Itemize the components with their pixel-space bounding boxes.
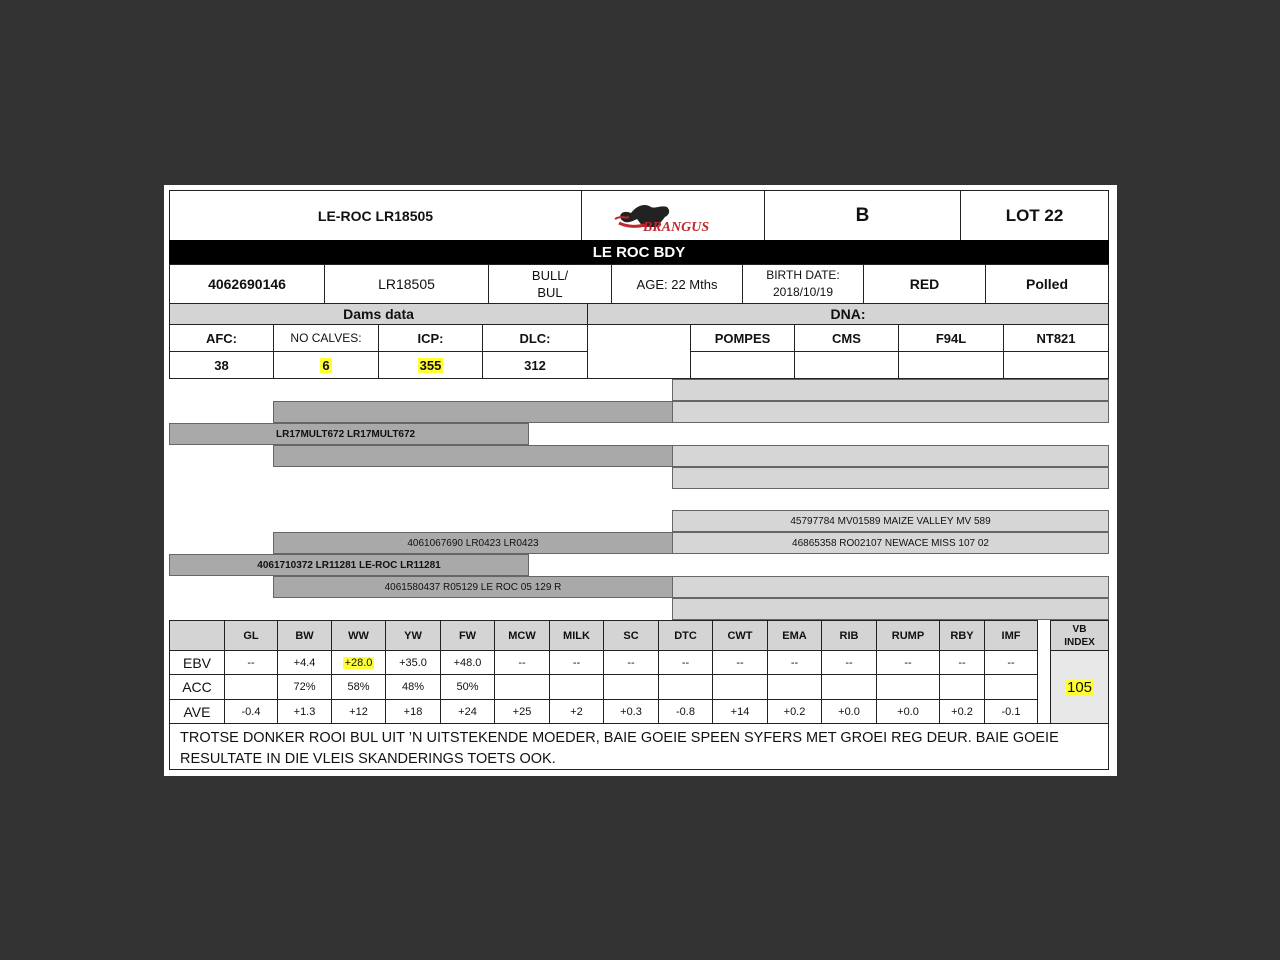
ebv-value: -- <box>1007 656 1015 669</box>
no-calves-highlight: 6 <box>322 357 330 373</box>
ebv-value: +35.0 <box>399 656 427 669</box>
pedigree-dam: 4061710372 LR11281 LE-ROC LR11281 <box>169 554 529 576</box>
pedigree-sds <box>672 445 1109 467</box>
ebv-value: 50% <box>456 681 479 693</box>
ebv-cell-ebv-mcw <box>494 650 550 675</box>
ebv-row-label-ave: AVE <box>169 699 225 724</box>
dams-header-icp: ICP: <box>378 324 483 352</box>
ebv-cell-ebv-fw <box>440 650 495 675</box>
dams-value-dlc: 312 <box>482 351 588 379</box>
vb-index-label-1: VB <box>1072 623 1087 635</box>
pedigree-dam-sire: 4061067690 LR0423 LR0423 <box>273 532 673 554</box>
dna-value-nt821 <box>1003 351 1109 379</box>
age: AGE: 22 Mths <box>611 264 743 304</box>
pedigree-sdd <box>672 467 1109 489</box>
ebv-cell-ebv-ema <box>767 650 822 675</box>
pedigree-dam-dam: 4061580437 R05129 LE ROC 05 129 R <box>273 576 673 598</box>
pedigree-dam-dam-sire <box>672 576 1109 598</box>
dna-header-f94l: F94L <box>898 324 1004 352</box>
ebv-value: -0.8 <box>676 705 695 718</box>
dna-value-pompes <box>690 351 795 379</box>
grade: B <box>764 190 961 241</box>
dna-header-cms: CMS <box>794 324 899 352</box>
ebv-cell-ave-rump <box>876 699 940 724</box>
dna-blank <box>587 324 691 379</box>
ebv-cell-acc-bw <box>277 674 332 700</box>
ebv-cell-acc-rump <box>876 674 940 700</box>
ebv-cell-ebv-rib <box>821 650 877 675</box>
birth-date-value: 2018/10/19 <box>772 285 834 299</box>
bull-head-icon <box>613 197 733 235</box>
dams-value-icp <box>378 351 483 379</box>
ebv-cell-acc-mcw <box>494 674 550 700</box>
ebv-col-ww: WW <box>331 620 386 651</box>
ebv-cell-ebv-dtc <box>658 650 713 675</box>
ebv-cell-acc-sc <box>603 674 659 700</box>
ebv-value: -0.4 <box>241 705 261 718</box>
ebv-cell-ebv-rby <box>939 650 985 675</box>
ebv-value: +0.0 <box>838 705 860 718</box>
ebv-row-label-ebv: EBV <box>169 650 225 675</box>
ebv-cell-acc-yw <box>385 674 441 700</box>
animal-code: LR18505 <box>324 264 489 304</box>
ebv-value: 72% <box>293 681 316 693</box>
dams-header-dlc: DLC: <box>482 324 588 352</box>
ebv-corner <box>169 620 225 651</box>
ebv-col-sc: SC <box>603 620 659 651</box>
ebv-value: 58% <box>347 681 370 693</box>
birth-date <box>742 264 864 304</box>
ebv-cell-ebv-sc <box>603 650 659 675</box>
brangus-logo <box>581 190 765 241</box>
ebv-cell-acc-fw <box>440 674 495 700</box>
sex-line-1: BULL/ <box>531 268 569 283</box>
sale-card <box>164 185 1117 776</box>
dna-value-f94l <box>898 351 1004 379</box>
ebv-value: -- <box>958 656 966 669</box>
sex-line-2: BUL <box>537 285 563 300</box>
ebv-cell-ave-rib <box>821 699 877 724</box>
dams-value-no-calves <box>273 351 379 379</box>
ebv-cell-acc-rby <box>939 674 985 700</box>
animal-id: 4062690146 <box>169 264 325 304</box>
coat-color: RED <box>863 264 986 304</box>
ebv-cell-ave-imf <box>984 699 1038 724</box>
ebv-col-rump: RUMP <box>876 620 940 651</box>
ebv-cell-ave-dtc <box>658 699 713 724</box>
comment-box: TROTSE DONKER ROOI BUL UIT ’N UITSTEKENDE MOEDER, BAIE GOEIE SPEEN SYFERS MET GROEI REG DEUR. BAIE GOEIE RESULTATE IN DIE VLEIS SKANDERINGS TOETS OOK. <box>169 723 1109 770</box>
ebv-col-gl: GL <box>224 620 278 651</box>
ebv-value: -- <box>736 656 744 669</box>
birth-date-label: BIRTH DATE: <box>766 268 840 282</box>
ebv-cell-ave-rby <box>939 699 985 724</box>
ebv-value: +28.0 <box>344 656 373 669</box>
ebv-value: +48.0 <box>453 656 482 669</box>
pedigree-ss <box>273 401 673 423</box>
ebv-cell-ave-gl <box>224 699 278 724</box>
ebv-value: -- <box>790 656 799 669</box>
ebv-cell-ave-ww <box>331 699 386 724</box>
ebv-cell-acc-ema <box>767 674 822 700</box>
ebv-cell-acc-gl <box>224 674 278 700</box>
animal-name: LE-ROC LR18505 <box>169 190 582 241</box>
ebv-col-rby: RBY <box>939 620 985 651</box>
title-bar: LE ROC BDY <box>169 240 1109 264</box>
ebv-value: -- <box>904 656 912 669</box>
dna-header-nt821: NT821 <box>1003 324 1109 352</box>
dna-title: DNA: <box>587 303 1109 325</box>
ebv-cell-ave-yw <box>385 699 441 724</box>
ebv-value: +0.0 <box>897 705 919 718</box>
ebv-col-milk: MILK <box>549 620 604 651</box>
ebv-value: +0.2 <box>783 705 806 718</box>
dna-header-pompes: POMPES <box>690 324 795 352</box>
pedigree-dam-sire-dam: 46865358 RO02107 NEWACE MISS 107 02 <box>672 532 1109 554</box>
ebv-value: -- <box>627 656 635 669</box>
ebv-cell-ave-milk <box>549 699 604 724</box>
ebv-value: -- <box>572 656 581 669</box>
pedigree-sss <box>672 379 1109 401</box>
ebv-col-bw: BW <box>277 620 332 651</box>
dams-header-afc: AFC: <box>169 324 274 352</box>
ebv-value: -0.1 <box>1001 705 1021 718</box>
ebv-cell-acc-ww <box>331 674 386 700</box>
ebv-cell-ebv-cwt <box>712 650 768 675</box>
ebv-cell-acc-imf <box>984 674 1038 700</box>
icp-highlight: 355 <box>419 357 442 373</box>
ebv-cell-ave-bw <box>277 699 332 724</box>
ebv-cell-ebv-bw <box>277 650 332 675</box>
ebv-col-dtc: DTC <box>658 620 713 651</box>
ebv-value: +14 <box>730 705 750 718</box>
ebv-value: +18 <box>403 705 423 718</box>
pedigree-ssd <box>672 401 1109 423</box>
ebv-col-mcw: MCW <box>494 620 550 651</box>
ebv-col-cwt: CWT <box>712 620 768 651</box>
sex <box>488 264 612 304</box>
lot-number: LOT 22 <box>960 190 1109 241</box>
vb-index-value-cell <box>1050 650 1109 724</box>
ebv-value: +4.4 <box>293 656 316 669</box>
ebv-cell-ave-fw <box>440 699 495 724</box>
ebv-col-yw: YW <box>385 620 441 651</box>
ebv-cell-ebv-ww <box>331 650 386 675</box>
ebv-value: +12 <box>349 705 368 718</box>
ebv-cell-ebv-imf <box>984 650 1038 675</box>
dams-data-title: Dams data <box>169 303 588 325</box>
ebv-col-ema: EMA <box>767 620 822 651</box>
pedigree-dam-sire-sire: 45797784 MV01589 MAIZE VALLEY MV 589 <box>672 510 1109 532</box>
horn-status: Polled <box>985 264 1109 304</box>
ebv-col-fw: FW <box>440 620 495 651</box>
ebv-value: +24 <box>458 705 477 718</box>
ebv-col-rib: RIB <box>821 620 877 651</box>
dna-value-cms <box>794 351 899 379</box>
vb-index-header <box>1050 620 1109 651</box>
ebv-cell-acc-cwt <box>712 674 768 700</box>
dams-header-no-calves: NO CALVES: <box>273 324 379 352</box>
vb-index-label-2: INDEX <box>1064 636 1095 648</box>
ebv-cell-ebv-rump <box>876 650 940 675</box>
logo-text: BRANGUS <box>643 219 710 235</box>
vb-index-value: 105 <box>1066 678 1093 696</box>
ebv-cell-acc-milk <box>549 674 604 700</box>
ebv-cell-ebv-milk <box>549 650 604 675</box>
ebv-value: -- <box>518 656 526 669</box>
dams-value-afc: 38 <box>169 351 274 379</box>
ebv-value: -- <box>845 656 853 669</box>
ebv-cell-ebv-gl <box>224 650 278 675</box>
pedigree-sire: LR17MULT672 LR17MULT672 <box>169 423 529 445</box>
ebv-value: -- <box>681 656 690 669</box>
ebv-row-label-acc: ACC <box>169 674 225 700</box>
ebv-cell-ave-sc <box>603 699 659 724</box>
pedigree-dam-dam-dam <box>672 598 1109 620</box>
ebv-cell-ave-ema <box>767 699 822 724</box>
ebv-value: +2 <box>570 705 583 718</box>
ebv-cell-acc-dtc <box>658 674 713 700</box>
ebv-value: +1.3 <box>293 705 316 718</box>
ebv-col-imf: IMF <box>984 620 1038 651</box>
ebv-value: +0.3 <box>620 705 642 718</box>
ebv-cell-ave-cwt <box>712 699 768 724</box>
ebv-cell-ebv-yw <box>385 650 441 675</box>
ebv-cell-ave-mcw <box>494 699 550 724</box>
ebv-value: +0.2 <box>951 705 973 718</box>
ebv-value: 48% <box>401 681 425 693</box>
ebv-cell-acc-rib <box>821 674 877 700</box>
pedigree-sd <box>273 445 673 467</box>
ebv-value: +25 <box>512 705 532 718</box>
ebv-value: -- <box>247 656 255 669</box>
